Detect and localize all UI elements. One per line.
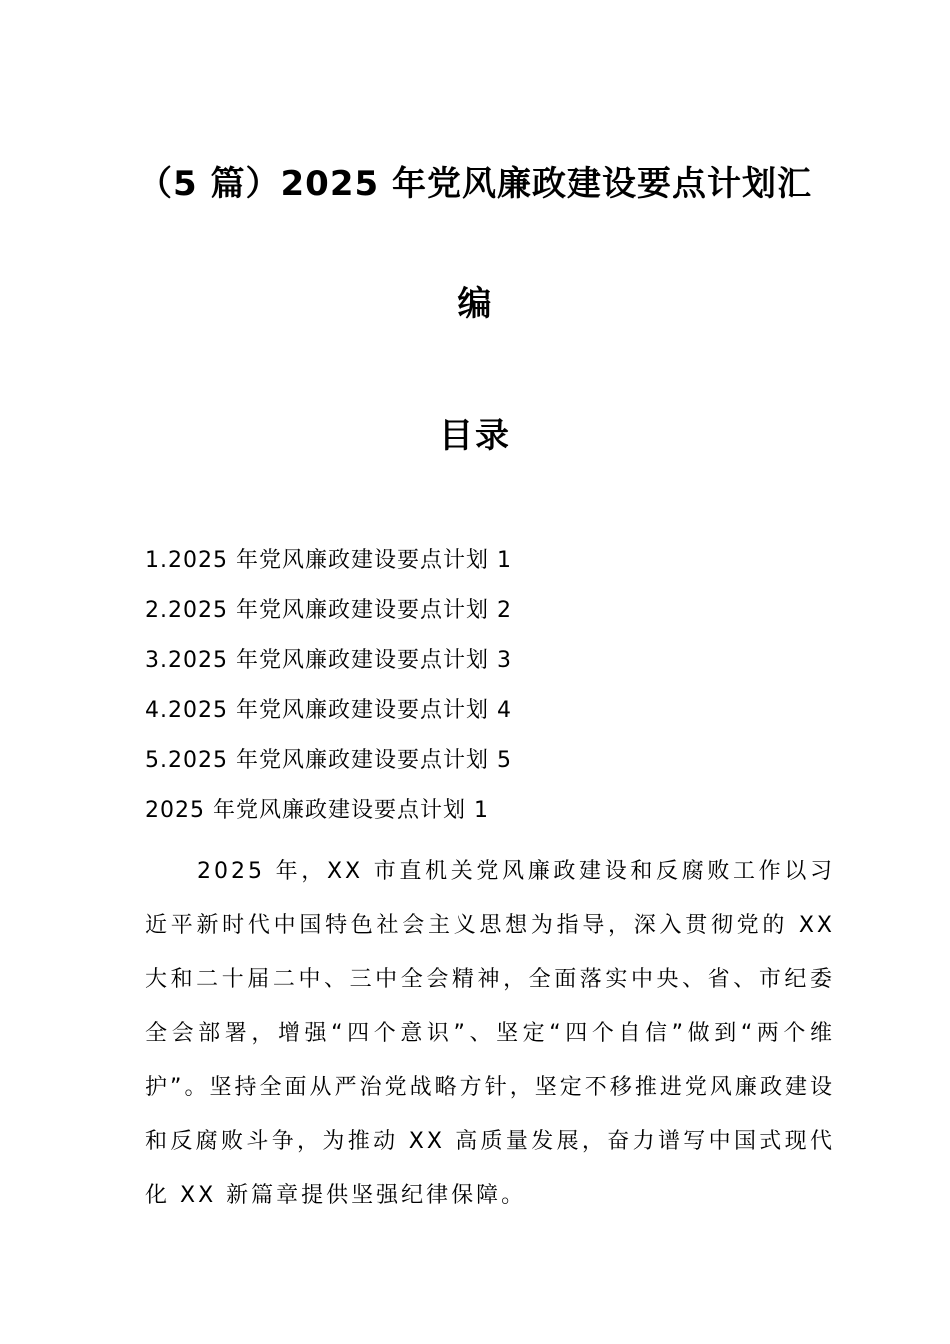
toc-item-2: 2.2025 年党风廉政建设要点计划 2 bbox=[145, 598, 512, 623]
document-title-line-1: （5 篇）2025 年党风廉政建设要点计划汇 bbox=[138, 164, 812, 204]
table-of-contents bbox=[145, 545, 512, 795]
document-title-line-2: 编 bbox=[457, 284, 493, 324]
toc-item-5: 5.2025 年党风廉政建设要点计划 5 bbox=[145, 748, 512, 773]
toc-heading: 目录 bbox=[439, 416, 511, 456]
body-paragraph: 2025 年，XX 市直机关党风廉政建设和反腐败工作以习近平新时代中国特色社会主义思想为指导，深入贯彻党的 XX 大和二十届二中、三中全会精神，全面落实中央、省、市纪委全会部署，增强“四个意识”、坚定“四个自信”做到“两个维护”。坚持全面从严治党战略方针，坚定不移推进党风廉政建设和反腐败斗争，为推动 XX 高质量发展，奋力谱写中国式现代化 XX 新篇章提供坚强纪律保障。 bbox=[145, 859, 835, 1208]
section-heading: 2025 年党风廉政建设要点计划 1 bbox=[145, 798, 489, 823]
toc-item-3: 3.2025 年党风廉政建设要点计划 3 bbox=[145, 648, 512, 673]
toc-item-4: 4.2025 年党风廉政建设要点计划 4 bbox=[145, 698, 512, 723]
toc-item-1: 1.2025 年党风廉政建设要点计划 1 bbox=[145, 548, 512, 573]
